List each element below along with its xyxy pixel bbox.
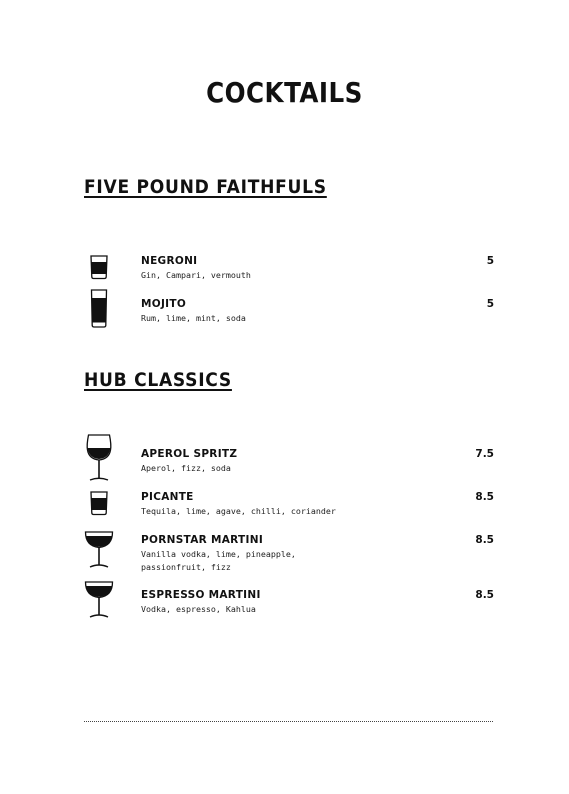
item-name: NEGRONI	[141, 255, 198, 267]
item-price: 8.5	[475, 491, 494, 503]
item-price: 8.5	[475, 534, 494, 546]
item-name: PORNSTAR MARTINI	[141, 534, 264, 546]
item-description: Rum, lime, mint, soda	[141, 313, 246, 323]
item-description: Vodka, espresso, Kahlua	[141, 604, 256, 614]
section-title-hub-classics: HUB CLASSICS	[84, 369, 232, 391]
item-name: MOJITO	[141, 298, 187, 310]
page-title: COCKTAILS	[206, 76, 363, 109]
item-name: PICANTE	[141, 491, 194, 503]
wine-glass-icon	[84, 434, 114, 474]
section-title-five-pound-faithfuls: FIVE POUND FAITHFULS	[84, 176, 327, 198]
highball-glass-icon	[84, 289, 114, 329]
item-name: ESPRESSO MARTINI	[141, 589, 261, 601]
coupe-glass-icon	[84, 530, 114, 570]
item-name: APEROL SPRITZ	[141, 448, 238, 460]
dotted-divider	[84, 721, 493, 722]
item-price: 8.5	[475, 589, 494, 601]
item-description: Gin, Campari, vermouth	[141, 270, 251, 280]
coupe-glass-icon	[84, 580, 114, 620]
item-price: 7.5	[475, 448, 494, 460]
item-description: Tequila, lime, agave, chilli, coriander	[141, 506, 336, 516]
item-price: 5	[486, 298, 494, 310]
item-description: Vanilla vodka, lime, pineapple, passionfruit, fizz	[141, 549, 296, 572]
item-price: 5	[486, 255, 494, 267]
tumbler-glass-icon	[84, 491, 114, 531]
item-description: Aperol, fizz, soda	[141, 463, 231, 473]
